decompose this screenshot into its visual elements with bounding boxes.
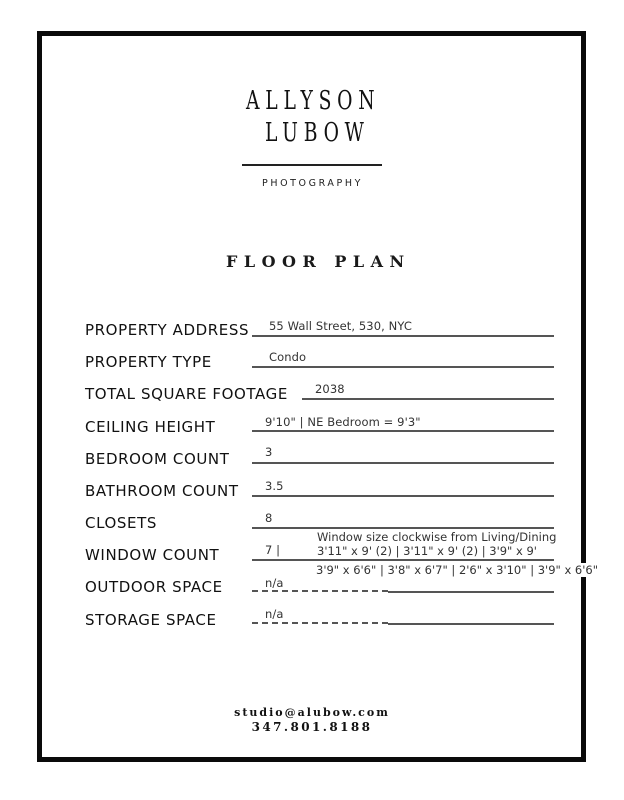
field-value: 3 <box>265 445 273 459</box>
document-title: FLOOR PLAN <box>226 252 411 271</box>
field-label: OUTDOOR SPACE <box>85 578 223 596</box>
field-value: n/a <box>265 576 284 590</box>
contact-phone: 347.801.8188 <box>251 720 373 734</box>
window-size-heading: Window size clockwise from Living/Dining <box>317 530 557 544</box>
field-bathroom-count <box>0 479 624 511</box>
field-underline-dashed <box>252 590 388 592</box>
field-value: 8 <box>265 511 273 525</box>
field-value: n/a <box>265 607 284 621</box>
field-underline <box>252 559 554 561</box>
logo-subtitle: PHOTOGRAPHY <box>262 178 363 189</box>
field-underline <box>252 335 554 337</box>
field-underline <box>252 366 554 368</box>
contact-email: studio@alubow.com <box>234 706 390 719</box>
field-property-type <box>0 350 624 382</box>
field-label: BATHROOM COUNT <box>85 482 239 500</box>
field-underline <box>302 398 554 400</box>
field-value: 55 Wall Street, 530, NYC <box>269 319 412 333</box>
field-label: BEDROOM COUNT <box>85 450 230 468</box>
field-storage-space <box>0 607 624 639</box>
logo-name-last: LUBOW <box>265 118 370 148</box>
field-ceiling-height <box>0 415 624 447</box>
field-value: 7 | <box>265 543 281 557</box>
field-underline <box>388 591 554 593</box>
window-sizes-line-2: 3'9" x 6'6" | 3'8" x 6'7" | 2'6" x 3'10" | 3'9" x 6'6" <box>316 563 599 577</box>
field-label: WINDOW COUNT <box>85 546 220 564</box>
field-bedroom-count <box>0 447 624 479</box>
field-value: Condo <box>269 350 307 364</box>
window-sizes-line-1: 3'11" x 9' (2) | 3'11" x 9' (2) | 3'9" x 9' <box>317 544 537 558</box>
field-property-address <box>0 318 624 350</box>
field-outdoor-space <box>0 575 624 607</box>
field-label: CLOSETS <box>85 514 157 532</box>
logo-divider <box>242 164 382 166</box>
field-total-square-footage <box>0 382 624 414</box>
field-underline <box>252 462 554 464</box>
field-underline <box>252 430 554 432</box>
field-value: 3.5 <box>265 479 284 493</box>
field-underline <box>252 495 554 497</box>
logo-name-first: ALLYSON <box>246 86 381 116</box>
field-label: PROPERTY TYPE <box>85 353 212 371</box>
field-label: CEILING HEIGHT <box>85 418 216 436</box>
field-label: STORAGE SPACE <box>85 611 217 629</box>
field-underline <box>388 623 554 625</box>
field-value: 2038 <box>315 382 345 396</box>
field-value: 9'10" | NE Bedroom = 9'3" <box>265 415 421 429</box>
field-label: PROPERTY ADDRESS <box>85 321 250 339</box>
field-label: TOTAL SQUARE FOOTAGE <box>85 385 288 403</box>
field-underline <box>252 527 554 529</box>
field-underline-dashed <box>252 622 388 624</box>
